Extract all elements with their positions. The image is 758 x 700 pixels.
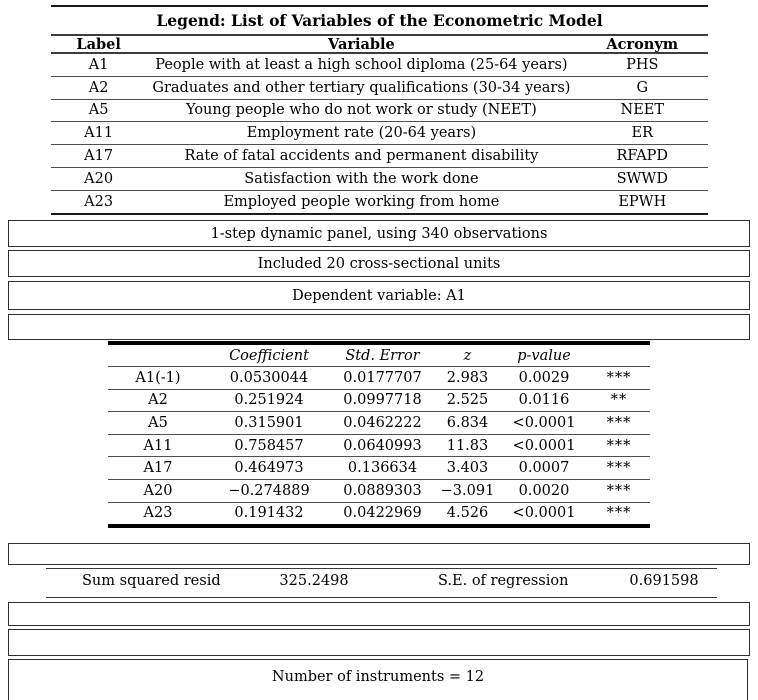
cell-z: 3.403 bbox=[446, 460, 489, 477]
cell-variable: A11 bbox=[143, 437, 173, 454]
table-row bbox=[51, 77, 708, 100]
cell-coefficient: 0.251924 bbox=[234, 392, 304, 409]
legend-table-title: Legend: List of Variables of the Econometric Model bbox=[51, 7, 708, 36]
column-header-z: z bbox=[463, 347, 472, 364]
model-info-box bbox=[8, 250, 750, 277]
model-info-box-empty bbox=[8, 314, 750, 340]
cell-z: 2.525 bbox=[446, 392, 489, 409]
cell-variable: People with at least a high school diploma (25-64 years) bbox=[155, 56, 568, 73]
cell-z: −3.091 bbox=[440, 482, 495, 499]
cell-label: A5 bbox=[88, 102, 109, 119]
table-row bbox=[108, 435, 650, 458]
stat-label-sum-squared-resid: Sum squared resid bbox=[82, 573, 221, 589]
cell-significance: *** bbox=[606, 437, 632, 454]
spacer-box-empty bbox=[8, 629, 750, 656]
table-row bbox=[51, 145, 708, 168]
cell-std-error: 0.136634 bbox=[347, 460, 418, 477]
cell-label: A1 bbox=[88, 56, 109, 73]
cell-variable: A2 bbox=[148, 392, 168, 409]
cell-p-value: 0.0007 bbox=[518, 460, 570, 477]
cell-variable: Rate of fatal accidents and permanent disability bbox=[184, 148, 539, 165]
stats-row bbox=[46, 571, 717, 595]
cell-coefficient: 0.464973 bbox=[234, 460, 304, 477]
cell-coefficient: 0.315901 bbox=[234, 414, 304, 431]
table-row bbox=[51, 100, 708, 123]
model-info-box bbox=[8, 281, 750, 310]
model-info-text: Included 20 cross-sectional units bbox=[257, 255, 501, 272]
cell-variable: Employed people working from home bbox=[223, 193, 500, 210]
cell-p-value: 0.0020 bbox=[518, 482, 570, 499]
column-header-acronym: Acronym bbox=[606, 35, 679, 53]
cell-variable: A23 bbox=[143, 505, 173, 522]
cell-significance: *** bbox=[606, 482, 632, 499]
cell-acronym: NEET bbox=[620, 102, 665, 119]
results-table bbox=[108, 341, 650, 528]
instruments-box bbox=[8, 659, 748, 700]
stats-rule-bottom bbox=[46, 597, 717, 598]
table-row bbox=[108, 390, 650, 413]
instruments-text: Number of instruments = 12 bbox=[271, 669, 485, 685]
spacer-box-empty bbox=[8, 543, 750, 565]
stats-rule-top bbox=[46, 568, 717, 569]
column-header-p-value: p-value bbox=[517, 347, 571, 364]
table-row bbox=[51, 168, 708, 191]
cell-significance: *** bbox=[606, 369, 632, 386]
cell-acronym: RFAPD bbox=[616, 148, 669, 165]
cell-std-error: 0.0462222 bbox=[343, 414, 422, 431]
cell-variable: A17 bbox=[143, 460, 173, 477]
cell-z: 6.834 bbox=[446, 414, 489, 431]
stat-value-sum-squared-resid: 325.2498 bbox=[279, 573, 349, 589]
table-row bbox=[108, 480, 650, 503]
cell-std-error: 0.0177707 bbox=[343, 369, 422, 386]
cell-acronym: EPWH bbox=[618, 193, 667, 210]
cell-significance: *** bbox=[606, 414, 632, 431]
table-row bbox=[51, 54, 708, 77]
column-header-label: Label bbox=[76, 35, 121, 53]
cell-p-value: <0.0001 bbox=[512, 505, 576, 522]
cell-significance: *** bbox=[606, 505, 632, 522]
legend-table bbox=[51, 5, 708, 215]
cell-acronym: SWWD bbox=[616, 170, 668, 187]
cell-z: 4.526 bbox=[446, 505, 489, 522]
model-info-text: Dependent variable: A1 bbox=[292, 287, 466, 304]
cell-coefficient: 0.191432 bbox=[234, 505, 304, 522]
cell-variable: Satisfaction with the work done bbox=[244, 170, 479, 187]
results-table-header bbox=[108, 345, 650, 367]
column-header-variable: Variable bbox=[328, 35, 395, 53]
cell-variable: Employment rate (20-64 years) bbox=[246, 125, 477, 142]
cell-acronym: G bbox=[636, 79, 649, 96]
cell-p-value: <0.0001 bbox=[512, 414, 576, 431]
cell-significance: *** bbox=[606, 460, 632, 477]
spacer-box-empty bbox=[8, 602, 750, 626]
table-row bbox=[51, 191, 708, 215]
cell-p-value: 0.0029 bbox=[518, 369, 570, 386]
cell-z: 11.83 bbox=[446, 437, 489, 454]
cell-coefficient: 0.0530044 bbox=[229, 369, 309, 386]
cell-std-error: 0.0640993 bbox=[343, 437, 422, 454]
model-info-box bbox=[8, 220, 750, 247]
cell-acronym: ER bbox=[631, 125, 654, 142]
cell-std-error: 0.0997718 bbox=[343, 392, 422, 409]
cell-variable: Young people who do not work or study (NEET) bbox=[186, 102, 537, 119]
cell-z: 2.983 bbox=[446, 369, 489, 386]
cell-p-value: 0.0116 bbox=[518, 392, 570, 409]
cell-variable: A1(-1) bbox=[135, 369, 181, 386]
model-info-text: 1-step dynamic panel, using 340 observations bbox=[210, 225, 548, 242]
stat-label-se-of-regression: S.E. of regression bbox=[438, 573, 569, 589]
cell-coefficient: 0.758457 bbox=[234, 437, 304, 454]
cell-std-error: 0.0422969 bbox=[343, 505, 422, 522]
cell-variable: A20 bbox=[143, 482, 173, 499]
cell-std-error: 0.0889303 bbox=[343, 482, 422, 499]
table-row bbox=[51, 122, 708, 145]
cell-variable: Graduates and other tertiary qualifications (30-34 years) bbox=[152, 79, 571, 96]
column-header-coefficient: Coefficient bbox=[229, 347, 309, 364]
cell-coefficient: −0.274889 bbox=[228, 482, 310, 499]
cell-label: A20 bbox=[84, 170, 114, 187]
cell-label: A11 bbox=[84, 125, 114, 142]
table-row bbox=[108, 367, 650, 390]
table-row bbox=[108, 412, 650, 435]
cell-significance: ** bbox=[610, 392, 628, 409]
table-row bbox=[108, 457, 650, 480]
cell-variable: A5 bbox=[148, 414, 168, 431]
cell-label: A17 bbox=[84, 148, 114, 165]
cell-label: A23 bbox=[84, 193, 114, 210]
cell-acronym: PHS bbox=[626, 56, 659, 73]
table-row bbox=[108, 503, 650, 525]
legend-table-header bbox=[51, 36, 708, 54]
column-header-std-error: Std. Error bbox=[345, 347, 420, 364]
cell-label: A2 bbox=[88, 79, 109, 96]
stat-value-se-of-regression: 0.691598 bbox=[629, 573, 699, 589]
cell-p-value: <0.0001 bbox=[512, 437, 576, 454]
